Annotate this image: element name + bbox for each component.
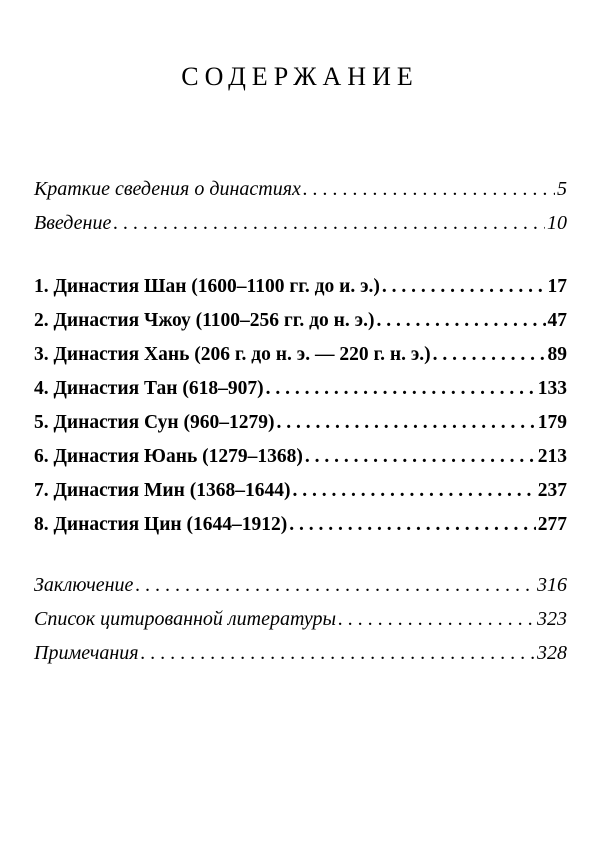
toc-entry-introduction[interactable] [34, 206, 567, 240]
toc-leader-dots [303, 172, 555, 206]
toc-entry-chapter-4[interactable] [34, 372, 567, 406]
toc-entry-page: 47 [547, 310, 567, 331]
toc-entry-page: 17 [547, 276, 567, 297]
toc-entry-page: 5 [557, 178, 567, 200]
toc-entry-label: 2. Династия Чжоу (1100–256 гг. до н. э.) [34, 310, 375, 331]
toc-entry-page: 237 [537, 480, 567, 501]
toc-entry-conclusion[interactable] [34, 568, 567, 602]
toc-entry-label: 6. Династия Юань (1279–1368) [34, 446, 303, 467]
toc-entry-label: 5. Династия Сун (960–1279) [34, 412, 275, 433]
toc-entry-label: Заключение [34, 574, 134, 596]
toc-entry-label: 4. Династия Тан (618–907) [34, 378, 264, 399]
toc-entry-page: 328 [537, 642, 567, 664]
page-title: СОДЕРЖАНИЕ [181, 62, 419, 91]
toc-entry-notes[interactable] [34, 636, 567, 670]
toc-entry-chapter-7[interactable] [34, 474, 567, 508]
toc-entry-label: 8. Династия Цин (1644–1912) [34, 514, 288, 535]
toc-leader-dots [433, 338, 546, 372]
toc-entry-page: 133 [537, 378, 567, 399]
toc-entry-chapter-6[interactable] [34, 440, 567, 474]
toc-entry-chapter-5[interactable] [34, 406, 567, 440]
toc-leader-dots [293, 474, 536, 508]
toc-leader-dots [141, 636, 535, 670]
toc-leader-dots [305, 440, 536, 474]
toc-entry-page: 277 [537, 514, 567, 535]
toc-leader-dots [289, 508, 535, 542]
toc-leader-dots [276, 406, 535, 440]
toc-end-list [34, 568, 567, 670]
toc-entry-page: 316 [537, 574, 567, 596]
toc-entry-page: 10 [547, 212, 567, 234]
toc-entry-page: 89 [547, 344, 567, 365]
toc-entry-label: 3. Династия Хань (206 г. до н. э. — 220 г. н. э.) [34, 344, 431, 365]
toc-entry-label: 7. Династия Мин (1368–1644) [34, 480, 291, 501]
toc-leader-dots [113, 206, 545, 240]
toc-entry-label: 1. Династия Шан (1600–1100 гг. до и. э.) [34, 276, 380, 297]
toc-entry-page: 213 [537, 446, 567, 467]
toc-entry-label: Краткие сведения о династиях [34, 178, 301, 200]
toc-entry-chapter-2[interactable] [34, 304, 567, 338]
toc-entry-chapter-3[interactable] [34, 338, 567, 372]
toc-chapters-list [34, 270, 567, 542]
toc-entry-brief-info[interactable] [34, 172, 567, 206]
toc-leader-dots [376, 304, 545, 338]
toc-entry-chapter-1[interactable] [34, 270, 567, 304]
toc-entry-chapter-8[interactable] [34, 508, 567, 542]
toc-entry-page: 323 [537, 608, 567, 630]
toc-leader-dots [338, 602, 535, 636]
toc-leader-dots [382, 270, 546, 304]
toc-entry-label: Введение [34, 212, 112, 234]
toc-entry-label: Список цитированной литературы [34, 608, 337, 630]
toc-leader-dots [266, 372, 536, 406]
toc-entry-page: 179 [537, 412, 567, 433]
toc-entry-bibliography[interactable] [34, 602, 567, 636]
toc-leader-dots [135, 568, 535, 602]
toc-intro-list [34, 172, 567, 240]
toc-entry-label: Примечания [34, 642, 139, 664]
